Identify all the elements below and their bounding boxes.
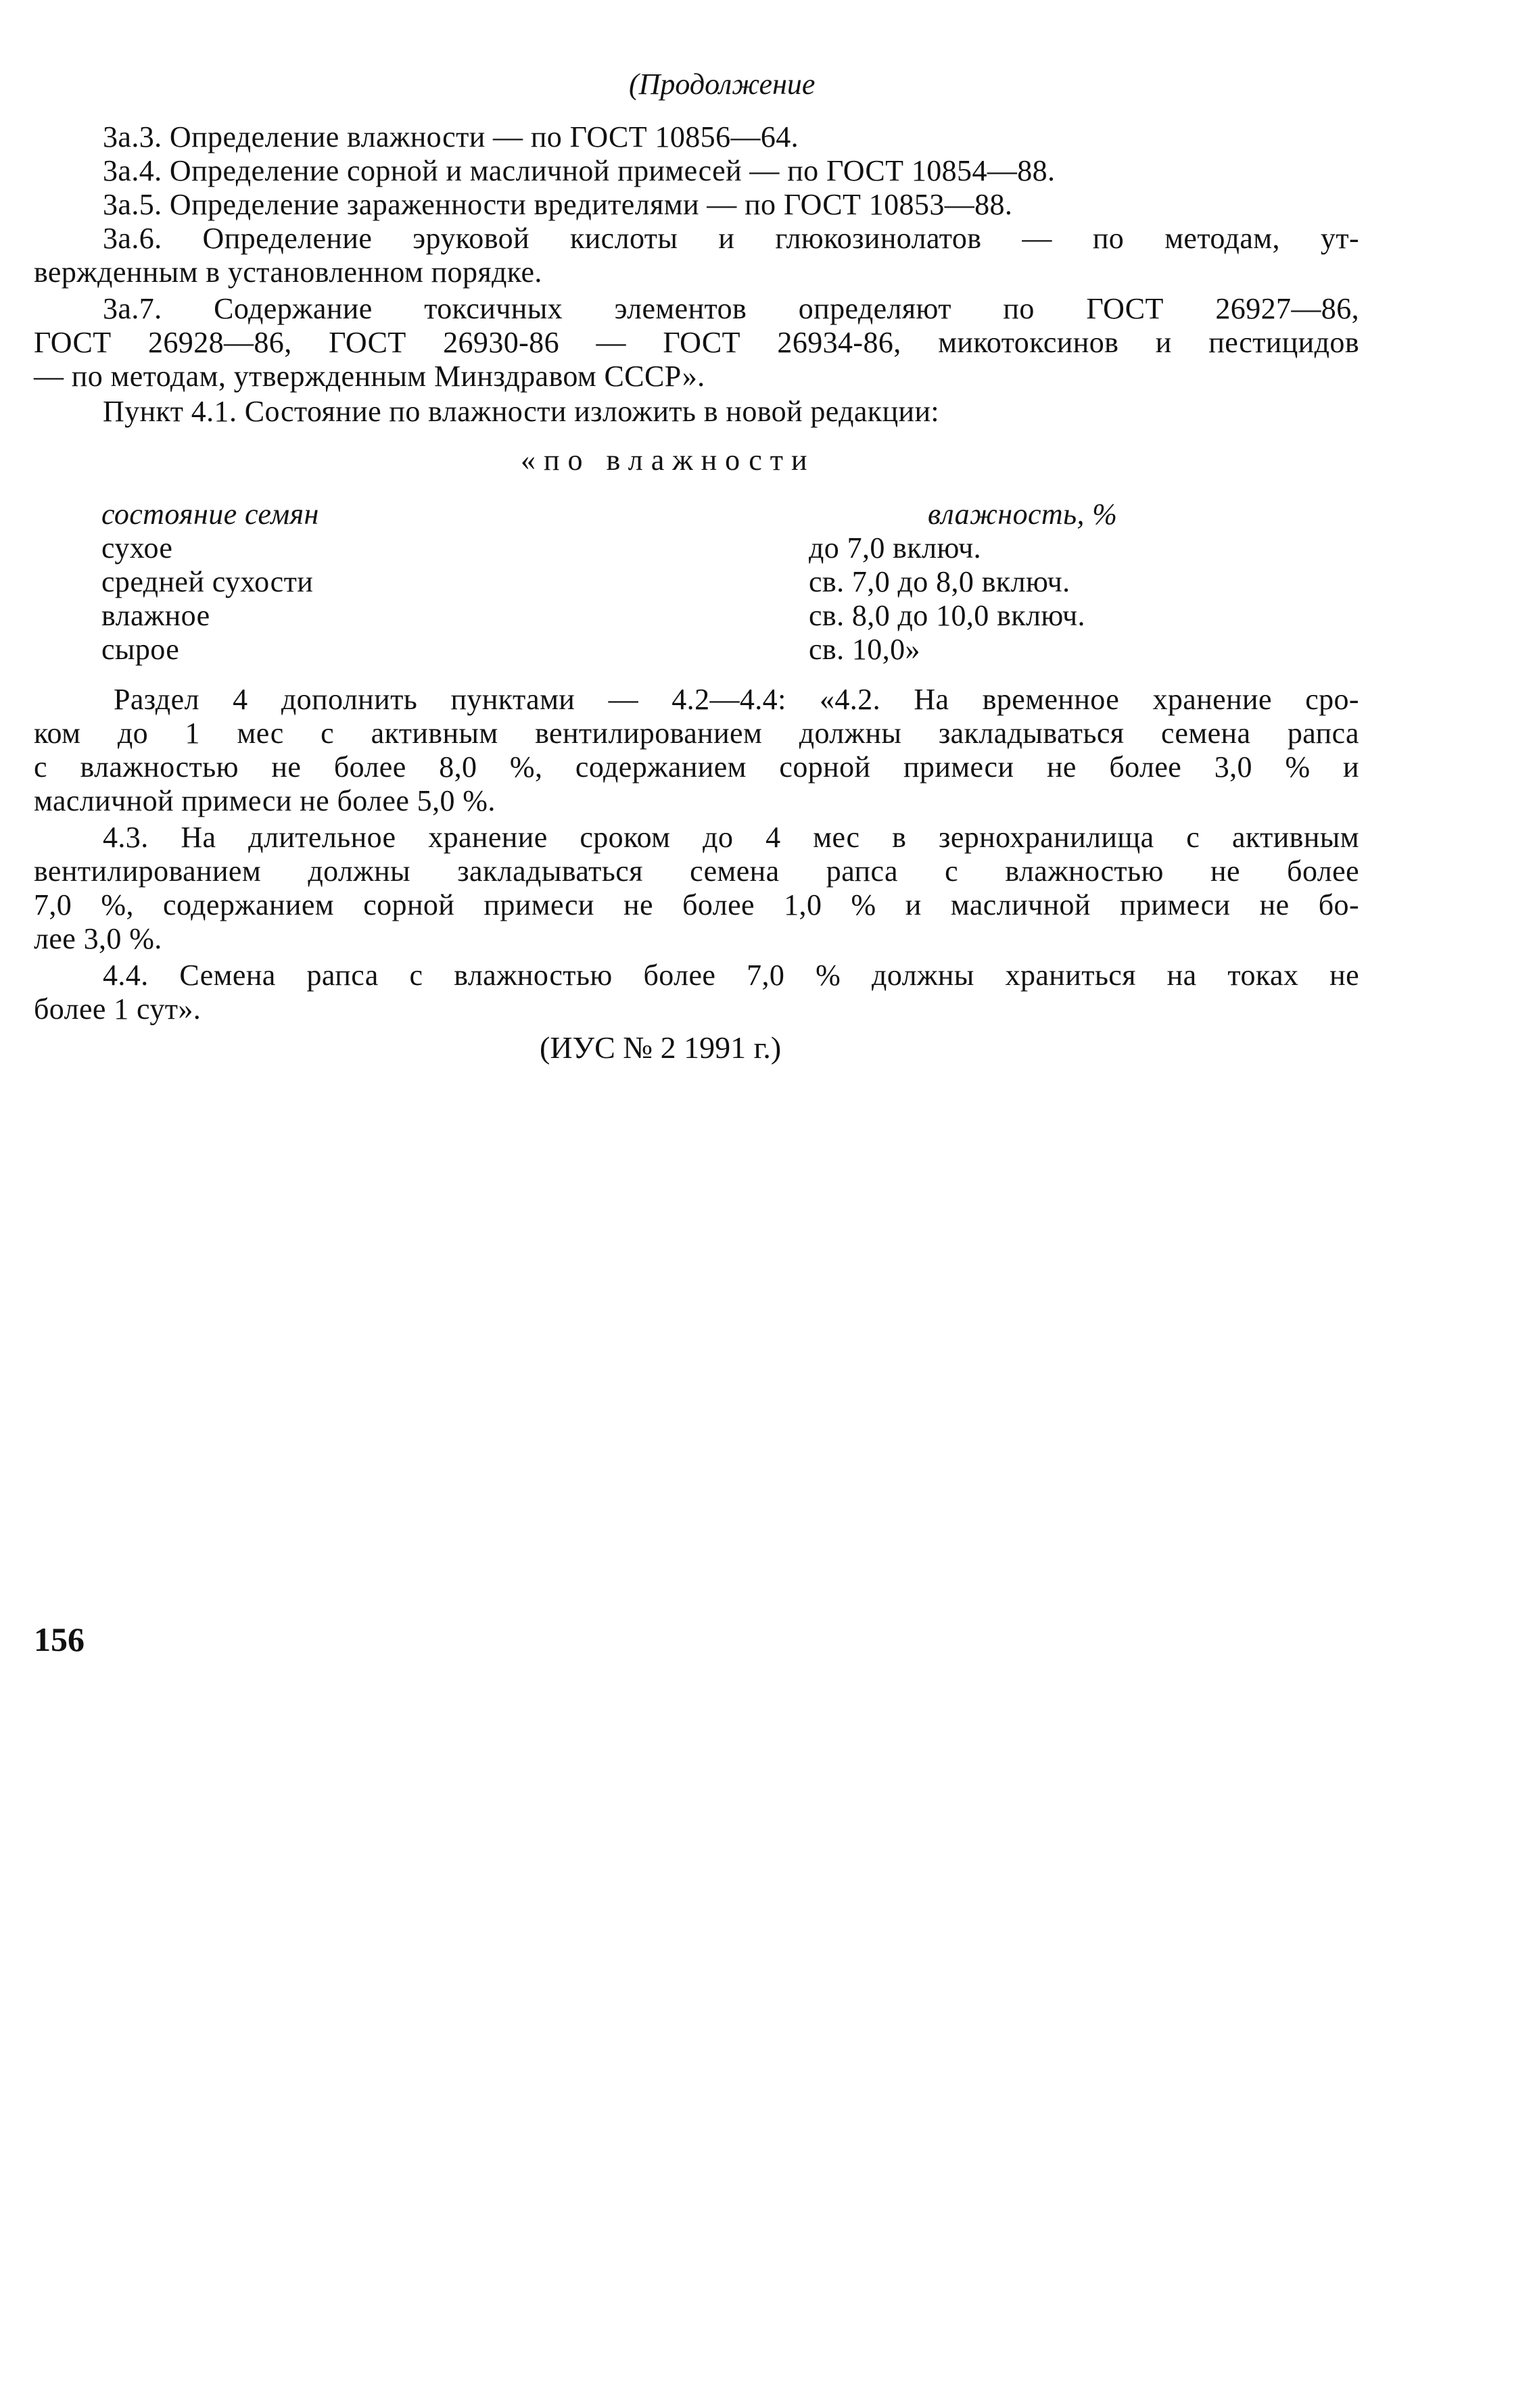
continuation-header: (Продолжение (629, 68, 816, 101)
page-number: 156 (34, 1620, 85, 1658)
section4-line4: масличной примеси не более 5,0 %. (34, 784, 496, 817)
paragraph-3a6-line1: 3а.6. Определение эруковой кислоты и глюкозинолатов — по методам, ут- (103, 222, 1359, 255)
section4-line7: 7,0 %, содержанием сорной примеси не более 1,0 % и масличной примеси не бо- (34, 888, 1359, 921)
paragraph-3a4: 3а.4. Определение сорной и масличной примесей — по ГОСТ 10854—88. (103, 154, 1056, 187)
table-row-moisture: св. 10,0» (809, 633, 920, 666)
table-row-state: сырое (101, 633, 180, 666)
table-row-moisture: св. 7,0 до 8,0 включ. (809, 565, 1070, 598)
table-row-state: влажное (101, 599, 210, 632)
column-header-moisture: влажность, % (928, 498, 1118, 531)
paragraph-3a5: 3а.5. Определение зараженности вредителями — по ГОСТ 10853—88. (103, 188, 1013, 221)
section4-line2: ком до 1 мес с активным вентилированием должны закладываться семена рапса (34, 717, 1359, 750)
section4-line10: более 1 сут». (34, 992, 202, 1026)
publication-reference: (ИУС № 2 1991 г.) (540, 1030, 782, 1065)
table-row-state: сухое (101, 531, 173, 564)
section4-line9: 4.4. Семена рапса с влажностью более 7,0 % должны храниться на токах не (103, 959, 1359, 992)
section4-line6: вентилированием должны закладываться семена рапса с влажностью не более (34, 854, 1359, 888)
section4-line8: лее 3,0 %. (34, 922, 162, 955)
paragraph-3a7-line3: — по методам, утвержденным Минздравом СССР». (34, 360, 705, 393)
table-caption: «по влажности (521, 443, 816, 477)
paragraph-3a7-line2: ГОСТ 26928—86, ГОСТ 26930-86 — ГОСТ 26934-86, микотоксинов и пестицидов (34, 326, 1359, 359)
paragraph-3a3: 3а.3. Определение влажности — по ГОСТ 10856—64. (103, 120, 799, 153)
section4-line1: Раздел 4 дополнить пунктами — 4.2—4.4: «4.2. На временное хранение сро- (114, 683, 1359, 716)
paragraph-3a6-line2: вержденным в установленном порядке. (34, 256, 542, 289)
section4-line5: 4.3. На длительное хранение сроком до 4 мес в зернохранилища с активным (103, 821, 1359, 854)
paragraph-4-1: Пункт 4.1. Состояние по влажности изложить в новой редакции: (103, 395, 940, 428)
paragraph-3a7-line1: 3а.7. Содержание токсичных элементов определяют по ГОСТ 26927—86, (103, 292, 1359, 325)
section4-line3: с влажностью не более 8,0 %, содержанием сорной примеси не более 3,0 % и (34, 750, 1359, 784)
table-row-moisture: до 7,0 включ. (809, 531, 982, 564)
table-row-state: средней сухости (101, 565, 314, 598)
table-row-moisture: св. 8,0 до 10,0 включ. (809, 599, 1085, 632)
column-header-state: состояние семян (101, 498, 319, 531)
